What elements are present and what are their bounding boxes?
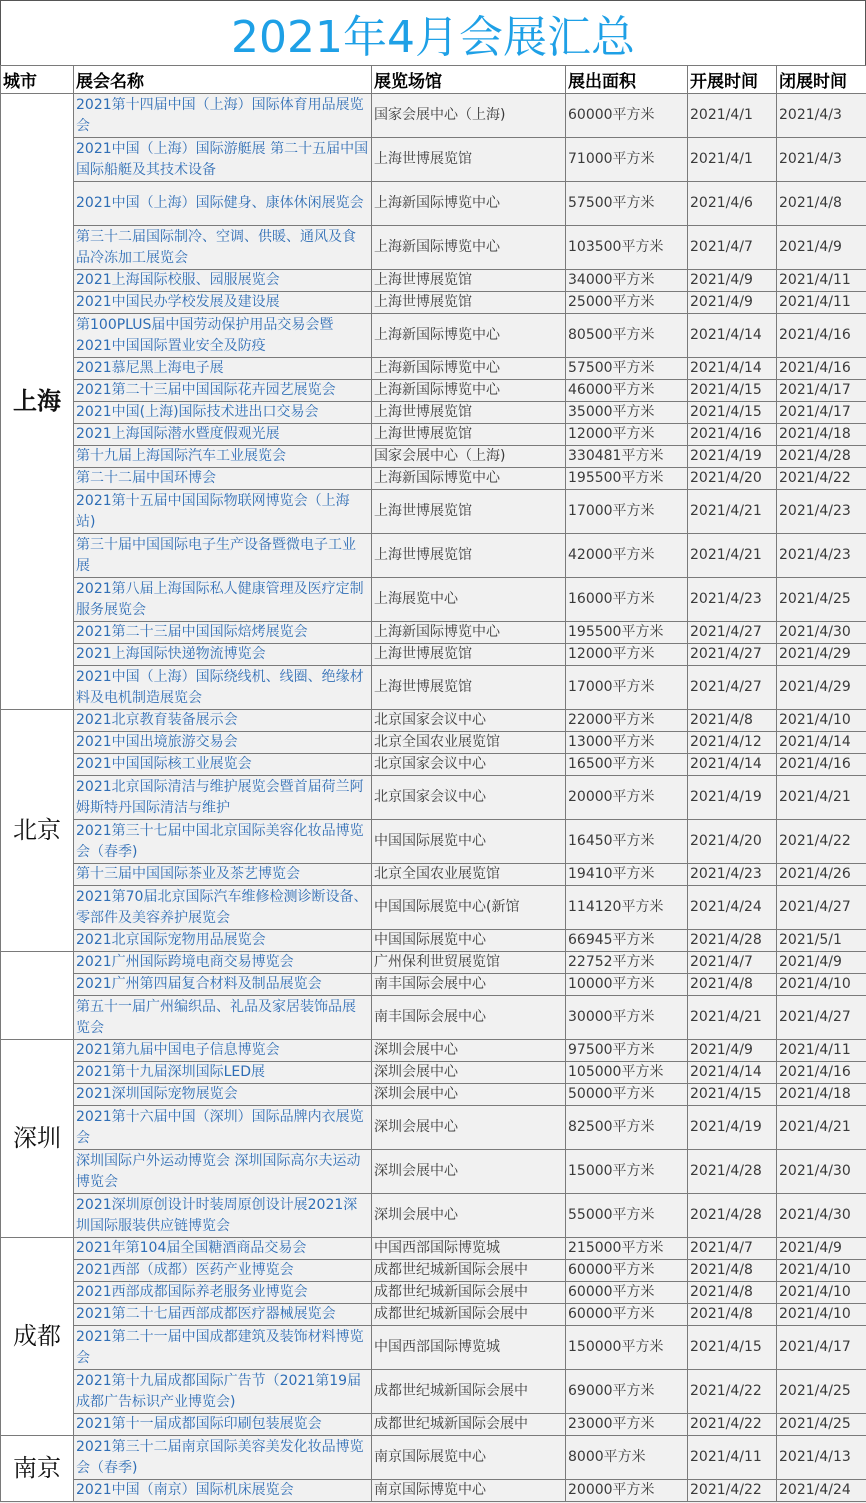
start-date-cell: 2021/4/22: [688, 1370, 777, 1414]
venue-cell: 上海展览中心: [372, 578, 566, 622]
expo-name-cell[interactable]: 2021第二十三届中国国际花卉园艺展览会: [74, 380, 372, 402]
end-date-cell: 2021/4/10: [777, 1282, 866, 1304]
start-date-cell: 2021/4/6: [688, 182, 777, 226]
venue-cell: 上海新国际博览中心: [372, 314, 566, 358]
expo-name-cell[interactable]: 2021上海国际快递物流博览会: [74, 644, 372, 666]
end-date-cell: 2021/5/1: [777, 930, 866, 952]
table-row: [1, 534, 866, 578]
venue-cell: 上海新国际博览中心: [372, 622, 566, 644]
expo-name-cell[interactable]: 2021深圳国际宠物展览会: [74, 1084, 372, 1106]
table-row: [1, 666, 866, 710]
table-row: [1, 226, 866, 270]
expo-name-cell[interactable]: 2021慕尼黑上海电子展: [74, 358, 372, 380]
venue-cell: 北京国家会议中心: [372, 710, 566, 732]
area-cell: 19410平方米: [566, 864, 688, 886]
table-row: [1, 1370, 866, 1414]
venue-cell: 深圳会展中心: [372, 1194, 566, 1238]
table-row: [1, 402, 866, 424]
start-date-cell: 2021/4/8: [688, 974, 777, 996]
end-date-cell: 2021/4/16: [777, 754, 866, 776]
venue-cell: 南京国际展览中心: [372, 1436, 566, 1480]
table-row: [1, 446, 866, 468]
expo-name-cell[interactable]: 2021上海国际潜水暨度假观光展: [74, 424, 372, 446]
table-row: [1, 1304, 866, 1326]
table-row: [1, 732, 866, 754]
expo-name-cell[interactable]: 第二十二届中国环博会: [74, 468, 372, 490]
area-cell: 195500平方米: [566, 468, 688, 490]
area-cell: 80500平方米: [566, 314, 688, 358]
end-date-cell: 2021/4/16: [777, 314, 866, 358]
table-row: [1, 1238, 866, 1260]
table-row: [1, 424, 866, 446]
table-row: [1, 1414, 866, 1436]
expo-name-cell[interactable]: 2021广州第四届复合材料及制品展览会: [74, 974, 372, 996]
table-row: [1, 864, 866, 886]
area-cell: 60000平方米: [566, 94, 688, 138]
table-row: [1, 138, 866, 182]
start-date-cell: 2021/4/21: [688, 996, 777, 1040]
venue-cell: 深圳会展中心: [372, 1150, 566, 1194]
start-date-cell: 2021/4/27: [688, 622, 777, 644]
area-cell: 50000平方米: [566, 1084, 688, 1106]
end-date-cell: 2021/4/10: [777, 974, 866, 996]
end-date-cell: 2021/4/21: [777, 776, 866, 820]
start-date-cell: 2021/4/15: [688, 402, 777, 424]
table-row: [1, 578, 866, 622]
start-date-cell: 2021/4/1: [688, 138, 777, 182]
venue-cell: 中国国际展览中心: [372, 820, 566, 864]
venue-cell: 上海世博展览馆: [372, 270, 566, 292]
start-date-cell: 2021/4/23: [688, 578, 777, 622]
area-cell: 150000平方米: [566, 1326, 688, 1370]
venue-cell: 成都世纪城新国际会展中: [372, 1414, 566, 1436]
area-cell: 20000平方米: [566, 1480, 688, 1502]
table-row: [1, 1040, 866, 1062]
expo-name-cell[interactable]: 2021第十一届成都国际印刷包装展览会: [74, 1414, 372, 1436]
venue-cell: 国家会展中心（上海): [372, 94, 566, 138]
area-cell: 12000平方米: [566, 424, 688, 446]
venue-cell: 深圳会展中心: [372, 1106, 566, 1150]
start-date-cell: 2021/4/21: [688, 534, 777, 578]
table-row: [1, 1480, 866, 1502]
expo-name-cell[interactable]: 2021年第104届全国糖酒商品交易会: [74, 1238, 372, 1260]
header-row: [1, 66, 866, 94]
area-cell: 10000平方米: [566, 974, 688, 996]
area-cell: 8000平方米: [566, 1436, 688, 1480]
start-date-cell: 2021/4/28: [688, 930, 777, 952]
table-row: [1, 182, 866, 226]
venue-cell: 广州保利世贸展览馆: [372, 952, 566, 974]
start-date-cell: 2021/4/27: [688, 666, 777, 710]
expo-name-cell[interactable]: 第十三届中国国际茶业及茶艺博览会: [74, 864, 372, 886]
table-row: [1, 1150, 866, 1194]
start-date-cell: 2021/4/24: [688, 886, 777, 930]
table-row: [1, 94, 866, 138]
venue-cell: 上海世博展览馆: [372, 424, 566, 446]
venue-cell: 南丰国际会展中心: [372, 996, 566, 1040]
start-date-cell: 2021/4/22: [688, 1480, 777, 1502]
start-date-cell: 2021/4/15: [688, 1326, 777, 1370]
end-date-cell: 2021/4/30: [777, 622, 866, 644]
venue-cell: 北京全国农业展览馆: [372, 864, 566, 886]
city-cell: [1, 952, 74, 1040]
area-cell: 23000平方米: [566, 1414, 688, 1436]
header-expo-name: 展会名称: [74, 66, 372, 94]
end-date-cell: 2021/4/3: [777, 138, 866, 182]
expo-name-cell[interactable]: 2021中国（上海）国际健身、康体休闲展览会: [74, 182, 372, 226]
start-date-cell: 2021/4/21: [688, 490, 777, 534]
area-cell: 13000平方米: [566, 732, 688, 754]
expo-name-cell[interactable]: 2021北京国际清洁与维护展览会暨首届荷兰阿姆斯特丹国际清洁与维护: [74, 776, 372, 820]
start-date-cell: 2021/4/7: [688, 226, 777, 270]
area-cell: 25000平方米: [566, 292, 688, 314]
table-row: [1, 292, 866, 314]
table-row: [1, 1260, 866, 1282]
start-date-cell: 2021/4/22: [688, 1414, 777, 1436]
end-date-cell: 2021/4/17: [777, 402, 866, 424]
venue-cell: 北京国家会议中心: [372, 776, 566, 820]
end-date-cell: 2021/4/14: [777, 732, 866, 754]
start-date-cell: 2021/4/20: [688, 820, 777, 864]
start-date-cell: 2021/4/7: [688, 952, 777, 974]
start-date-cell: 2021/4/12: [688, 732, 777, 754]
area-cell: 57500平方米: [566, 358, 688, 380]
venue-cell: 成都世纪城新国际会展中: [372, 1260, 566, 1282]
table-row: [1, 930, 866, 952]
expo-name-cell[interactable]: 2021西部（成都）医药产业博览会: [74, 1260, 372, 1282]
area-cell: 195500平方米: [566, 622, 688, 644]
table-row: [1, 1194, 866, 1238]
end-date-cell: 2021/4/8: [777, 182, 866, 226]
start-date-cell: 2021/4/19: [688, 1106, 777, 1150]
table-row: [1, 380, 866, 402]
start-date-cell: 2021/4/14: [688, 754, 777, 776]
table-row: [1, 358, 866, 380]
area-cell: 17000平方米: [566, 490, 688, 534]
venue-cell: 上海新国际博览中心: [372, 380, 566, 402]
end-date-cell: 2021/4/27: [777, 996, 866, 1040]
table-row: [1, 974, 866, 996]
venue-cell: 成都世纪城新国际会展中: [372, 1304, 566, 1326]
area-cell: 17000平方米: [566, 666, 688, 710]
venue-cell: 成都世纪城新国际会展中: [372, 1370, 566, 1414]
expo-name-cell[interactable]: 第三十届中国国际电子生产设备暨微电子工业展: [74, 534, 372, 578]
venue-cell: 中国国际展览中心(新馆: [372, 886, 566, 930]
area-cell: 30000平方米: [566, 996, 688, 1040]
venue-cell: 国家会展中心（上海): [372, 446, 566, 468]
table-row: [1, 1062, 866, 1084]
start-date-cell: 2021/4/8: [688, 1304, 777, 1326]
expo-name-cell[interactable]: 2021第三十七届中国北京国际美容化妆品博览会（春季): [74, 820, 372, 864]
area-cell: 16500平方米: [566, 754, 688, 776]
area-cell: 71000平方米: [566, 138, 688, 182]
start-date-cell: 2021/4/14: [688, 1062, 777, 1084]
table-row: [1, 314, 866, 358]
expo-name-cell[interactable]: 2021中国（上海）国际绕线机、线圈、绝缘材料及电机制造展览会: [74, 666, 372, 710]
venue-cell: 上海世博展览馆: [372, 666, 566, 710]
start-date-cell: 2021/4/8: [688, 1260, 777, 1282]
end-date-cell: 2021/4/23: [777, 490, 866, 534]
end-date-cell: 2021/4/11: [777, 270, 866, 292]
start-date-cell: 2021/4/20: [688, 468, 777, 490]
area-cell: 34000平方米: [566, 270, 688, 292]
end-date-cell: 2021/4/13: [777, 1436, 866, 1480]
venue-cell: 中国国际展览中心: [372, 930, 566, 952]
expo-name-cell[interactable]: 2021中国国际核工业展览会: [74, 754, 372, 776]
start-date-cell: 2021/4/19: [688, 446, 777, 468]
end-date-cell: 2021/4/25: [777, 578, 866, 622]
table-row: [1, 490, 866, 534]
end-date-cell: 2021/4/22: [777, 820, 866, 864]
end-date-cell: 2021/4/17: [777, 1326, 866, 1370]
venue-cell: 南丰国际会展中心: [372, 974, 566, 996]
expo-name-cell[interactable]: 第100PLUS届中国劳动保护用品交易会暨2021中国国际置业安全及防疫: [74, 314, 372, 358]
area-cell: 42000平方米: [566, 534, 688, 578]
expo-name-cell[interactable]: 2021中国出境旅游交易会: [74, 732, 372, 754]
venue-cell: 上海世博展览馆: [372, 490, 566, 534]
table-row: [1, 820, 866, 864]
start-date-cell: 2021/4/27: [688, 644, 777, 666]
table-row: [1, 1436, 866, 1480]
end-date-cell: 2021/4/10: [777, 710, 866, 732]
area-cell: 114120平方米: [566, 886, 688, 930]
table-row: [1, 952, 866, 974]
header-city: 城市: [1, 66, 74, 94]
area-cell: 55000平方米: [566, 1194, 688, 1238]
start-date-cell: 2021/4/28: [688, 1194, 777, 1238]
expo-name-cell[interactable]: 2021第二十三届中国国际焙烤展览会: [74, 622, 372, 644]
expo-name-cell[interactable]: 2021第70届北京国际汽车维修检测诊断设备、零部件及美容养护展览会: [74, 886, 372, 930]
venue-cell: 南京国际博览中心: [372, 1480, 566, 1502]
expo-name-cell[interactable]: 2021广州国际跨境电商交易博览会: [74, 952, 372, 974]
start-date-cell: 2021/4/19: [688, 776, 777, 820]
venue-cell: 上海世博展览馆: [372, 292, 566, 314]
header-start-date: 开展时间: [688, 66, 777, 94]
area-cell: 103500平方米: [566, 226, 688, 270]
start-date-cell: 2021/4/28: [688, 1150, 777, 1194]
table-row: [1, 1282, 866, 1304]
end-date-cell: 2021/4/24: [777, 1480, 866, 1502]
venue-cell: 深圳会展中心: [372, 1040, 566, 1062]
start-date-cell: 2021/4/14: [688, 314, 777, 358]
venue-cell: 北京国家会议中心: [372, 754, 566, 776]
header-end-date: 闭展时间: [777, 66, 866, 94]
start-date-cell: 2021/4/9: [688, 292, 777, 314]
end-date-cell: 2021/4/30: [777, 1150, 866, 1194]
end-date-cell: 2021/4/25: [777, 1414, 866, 1436]
expo-name-cell[interactable]: 2021上海国际校服、园服展览会: [74, 270, 372, 292]
table-row: [1, 776, 866, 820]
table-row: [1, 1084, 866, 1106]
expo-name-cell[interactable]: 2021深圳原创设计时装周原创设计展2021深圳国际服装供应链博览会: [74, 1194, 372, 1238]
start-date-cell: 2021/4/23: [688, 864, 777, 886]
area-cell: 22752平方米: [566, 952, 688, 974]
venue-cell: 中国西部国际博览城: [372, 1326, 566, 1370]
end-date-cell: 2021/4/18: [777, 1084, 866, 1106]
end-date-cell: 2021/4/9: [777, 226, 866, 270]
start-date-cell: 2021/4/8: [688, 1282, 777, 1304]
expo-name-cell[interactable]: 2021第十四届中国（上海）国际体育用品展览会: [74, 94, 372, 138]
header-area: 展出面积: [566, 66, 688, 94]
end-date-cell: 2021/4/21: [777, 1106, 866, 1150]
end-date-cell: 2021/4/17: [777, 380, 866, 402]
venue-cell: 上海新国际博览中心: [372, 468, 566, 490]
expo-table: [0, 65, 866, 1502]
table-row: [1, 1106, 866, 1150]
start-date-cell: 2021/4/16: [688, 424, 777, 446]
area-cell: 20000平方米: [566, 776, 688, 820]
area-cell: 105000平方米: [566, 1062, 688, 1084]
expo-name-cell[interactable]: 2021第十九届成都国际广告节（2021第19届成都广告标识产业博览会): [74, 1370, 372, 1414]
expo-name-cell[interactable]: 2021中国(上海)国际技术进出口交易会: [74, 402, 372, 424]
sheet-title: 2021年4月会展汇总: [0, 0, 866, 66]
end-date-cell: 2021/4/29: [777, 644, 866, 666]
start-date-cell: 2021/4/14: [688, 358, 777, 380]
area-cell: 15000平方米: [566, 1150, 688, 1194]
end-date-cell: 2021/4/29: [777, 666, 866, 710]
expo-name-cell[interactable]: 2021第二十七届西部成都医疗器械展览会: [74, 1304, 372, 1326]
venue-cell: 上海世博展览馆: [372, 402, 566, 424]
expo-name-cell[interactable]: 2021第十六届中国（深圳）国际品牌内衣展览会: [74, 1106, 372, 1150]
table-row: [1, 622, 866, 644]
end-date-cell: 2021/4/30: [777, 1194, 866, 1238]
start-date-cell: 2021/4/8: [688, 710, 777, 732]
expo-name-cell[interactable]: 2021北京国际宠物用品展览会: [74, 930, 372, 952]
expo-name-cell[interactable]: 2021中国民办学校发展及建设展: [74, 292, 372, 314]
expo-name-cell[interactable]: 2021第二十一届中国成都建筑及装饰材料博览会: [74, 1326, 372, 1370]
expo-name-cell[interactable]: 第十九届上海国际汽车工业展览会: [74, 446, 372, 468]
end-date-cell: 2021/4/9: [777, 1238, 866, 1260]
expo-name-cell[interactable]: 第五十一届广州编织品、礼品及家居装饰品展览会: [74, 996, 372, 1040]
table-row: [1, 1326, 866, 1370]
table-row: [1, 644, 866, 666]
area-cell: 97500平方米: [566, 1040, 688, 1062]
table-row: [1, 886, 866, 930]
venue-cell: 上海世博展览馆: [372, 138, 566, 182]
area-cell: 215000平方米: [566, 1238, 688, 1260]
area-cell: 12000平方米: [566, 644, 688, 666]
area-cell: 22000平方米: [566, 710, 688, 732]
expo-name-cell[interactable]: 2021第八届上海国际私人健康管理及医疗定制服务展览会: [74, 578, 372, 622]
end-date-cell: 2021/4/11: [777, 292, 866, 314]
expo-name-cell[interactable]: 2021第九届中国电子信息博览会: [74, 1040, 372, 1062]
expo-name-cell[interactable]: 第三十二届国际制冷、空调、供暖、通风及食品冷冻加工展览会: [74, 226, 372, 270]
end-date-cell: 2021/4/28: [777, 446, 866, 468]
start-date-cell: 2021/4/15: [688, 380, 777, 402]
area-cell: 57500平方米: [566, 182, 688, 226]
venue-cell: 中国西部国际博览城: [372, 1238, 566, 1260]
venue-cell: 上海世博展览馆: [372, 644, 566, 666]
expo-name-cell[interactable]: 深圳国际户外运动博览会 深圳国际高尔夫运动博览会: [74, 1150, 372, 1194]
area-cell: 69000平方米: [566, 1370, 688, 1414]
end-date-cell: 2021/4/16: [777, 1062, 866, 1084]
venue-cell: 深圳会展中心: [372, 1062, 566, 1084]
area-cell: 82500平方米: [566, 1106, 688, 1150]
area-cell: 60000平方米: [566, 1260, 688, 1282]
city-cell: 南京: [1, 1436, 74, 1502]
table-row: [1, 710, 866, 732]
expo-name-cell[interactable]: 2021中国（南京）国际机床展览会: [74, 1480, 372, 1502]
header-venue: 展览场馆: [372, 66, 566, 94]
expo-name-cell[interactable]: 2021第十九届深圳国际LED展: [74, 1062, 372, 1084]
venue-cell: 北京全国农业展览馆: [372, 732, 566, 754]
area-cell: 16450平方米: [566, 820, 688, 864]
end-date-cell: 2021/4/10: [777, 1304, 866, 1326]
end-date-cell: 2021/4/16: [777, 358, 866, 380]
start-date-cell: 2021/4/1: [688, 94, 777, 138]
end-date-cell: 2021/4/26: [777, 864, 866, 886]
expo-name-cell[interactable]: 2021第十五届中国国际物联网博览会（上海站): [74, 490, 372, 534]
table-row: [1, 996, 866, 1040]
expo-name-cell[interactable]: 2021西部成都国际养老服务业博览会: [74, 1282, 372, 1304]
start-date-cell: 2021/4/11: [688, 1436, 777, 1480]
end-date-cell: 2021/4/10: [777, 1260, 866, 1282]
area-cell: 16000平方米: [566, 578, 688, 622]
area-cell: 66945平方米: [566, 930, 688, 952]
start-date-cell: 2021/4/7: [688, 1238, 777, 1260]
table-row: [1, 754, 866, 776]
area-cell: 330481平方米: [566, 446, 688, 468]
venue-cell: 上海新国际博览中心: [372, 226, 566, 270]
venue-cell: 上海新国际博览中心: [372, 358, 566, 380]
end-date-cell: 2021/4/23: [777, 534, 866, 578]
city-cell: 上海: [1, 94, 74, 710]
end-date-cell: 2021/4/3: [777, 94, 866, 138]
end-date-cell: 2021/4/18: [777, 424, 866, 446]
city-cell: 深圳: [1, 1040, 74, 1238]
area-cell: 60000平方米: [566, 1304, 688, 1326]
start-date-cell: 2021/4/15: [688, 1084, 777, 1106]
start-date-cell: 2021/4/9: [688, 1040, 777, 1062]
end-date-cell: 2021/4/9: [777, 952, 866, 974]
city-cell: 成都: [1, 1238, 74, 1436]
table-row: [1, 270, 866, 292]
venue-cell: 成都世纪城新国际会展中: [372, 1282, 566, 1304]
expo-name-cell[interactable]: 2021第三十二届南京国际美容美发化妆品博览会（春季): [74, 1436, 372, 1480]
expo-name-cell[interactable]: 2021北京教育装备展示会: [74, 710, 372, 732]
area-cell: 46000平方米: [566, 380, 688, 402]
end-date-cell: 2021/4/27: [777, 886, 866, 930]
table-row: [1, 468, 866, 490]
expo-name-cell[interactable]: 2021中国（上海）国际游艇展 第二十五届中国国际船艇及其技术设备: [74, 138, 372, 182]
end-date-cell: 2021/4/22: [777, 468, 866, 490]
city-cell: 北京: [1, 710, 74, 952]
start-date-cell: 2021/4/9: [688, 270, 777, 292]
venue-cell: 上海新国际博览中心: [372, 182, 566, 226]
table-body: [1, 94, 866, 1502]
end-date-cell: 2021/4/25: [777, 1370, 866, 1414]
area-cell: 35000平方米: [566, 402, 688, 424]
venue-cell: 深圳会展中心: [372, 1084, 566, 1106]
area-cell: 60000平方米: [566, 1282, 688, 1304]
end-date-cell: 2021/4/11: [777, 1040, 866, 1062]
venue-cell: 上海世博展览馆: [372, 534, 566, 578]
